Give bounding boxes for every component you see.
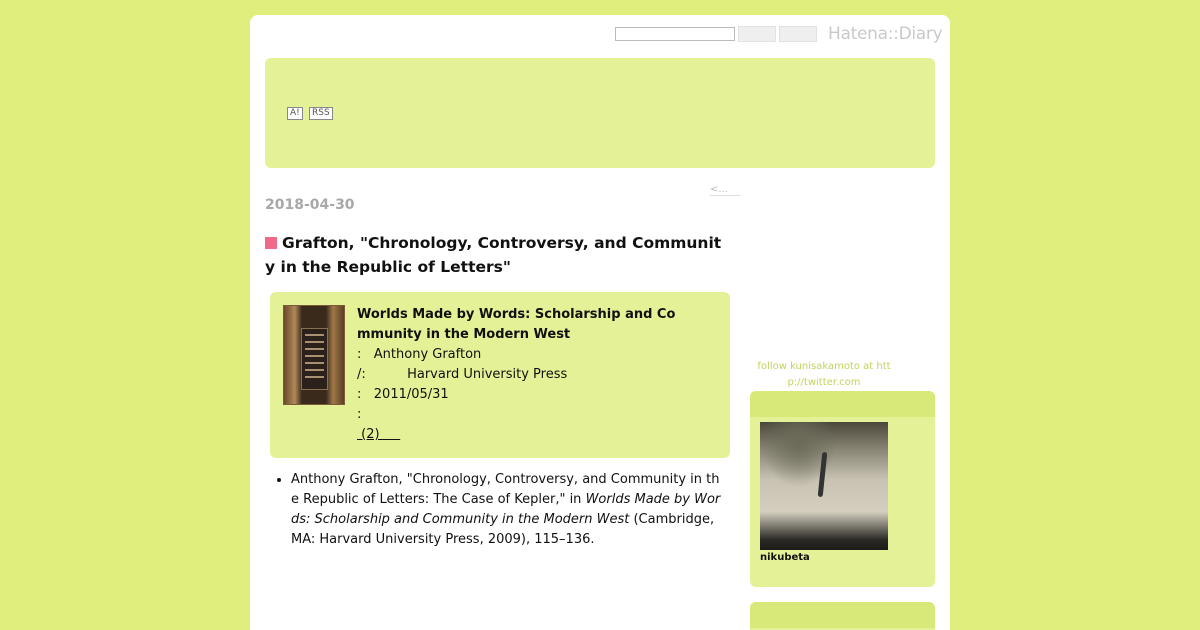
top-bar [250, 15, 950, 55]
book-author: : Anthony Grafton [357, 347, 482, 362]
profile-name[interactable]: nikubeta [760, 552, 810, 563]
book-cover-label [301, 328, 328, 390]
book-review-link[interactable]: (2) [357, 427, 401, 442]
title-square-icon [265, 237, 277, 249]
book-title-link[interactable]: Worlds Made by Words: Scholarship and Community in the Modern West [357, 307, 676, 342]
book-details [357, 305, 687, 445]
entry-date: 2018-04-30 [265, 197, 355, 213]
diary-header [265, 58, 935, 168]
antenna-badge[interactable]: A! [287, 107, 303, 120]
book-publisher: /: Harvard University Press [357, 367, 568, 382]
twitter-follow-link[interactable]: follow kunisakamoto at http://twitter.com [757, 361, 891, 388]
photo-stick [818, 452, 828, 497]
citation-list [273, 470, 723, 550]
secondary-button[interactable] [779, 26, 817, 42]
profile-box-header [750, 391, 935, 417]
rss-badge[interactable]: RSS [309, 107, 333, 120]
citation-book-title: Worlds Made by Words: Scholarship and Community in the Modern West [291, 492, 721, 527]
profile-photo[interactable] [760, 422, 888, 550]
sidebar-box [750, 602, 935, 630]
book-empty-row: : [357, 407, 362, 422]
citation-text: Anthony Grafton, "Chronology, Controversy, and Community in the Republic of Letters: The Case of Kepler," in [291, 472, 720, 507]
search-button[interactable] [738, 26, 776, 42]
citation-publication: (Cambridge, MA: Harvard University Press, 2009), 115–136. [291, 512, 715, 547]
book-info-box [270, 292, 730, 458]
sidebar-box-header [750, 602, 935, 628]
book-cover-image[interactable] [283, 305, 345, 405]
hatena-diary-logo[interactable]: Hatena::Diary [828, 24, 943, 44]
entry-title-text: Grafton, "Chronology, Controversy, and Community in the Republic of Letters" [265, 234, 722, 276]
profile-box [750, 391, 935, 587]
citation-item [291, 470, 723, 550]
page-container [250, 15, 950, 630]
book-release-date: : 2011/05/31 [357, 387, 449, 402]
entry-title[interactable] [265, 231, 731, 279]
prev-page-link[interactable]: <... [710, 184, 740, 196]
search-input[interactable] [615, 27, 735, 41]
